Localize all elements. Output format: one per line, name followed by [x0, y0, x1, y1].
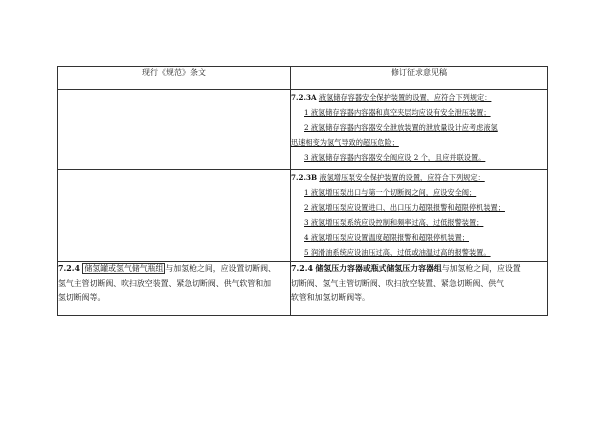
header-current-clause: 现行《规范》条文: [58, 67, 291, 90]
clause-item: 4 液氢增压泵应设置温度超限报警和超限停机装置；: [304, 233, 469, 242]
clause-title-text: 液氢增压泵安全保护装置的设置，应符合下列规定：: [319, 173, 485, 182]
clause-text: 软管和加氢切断阀等。: [291, 293, 370, 302]
clause-item: 5 润滑油系统应设油压过高、过低或油温过高的报警装置。: [304, 248, 491, 257]
current-cell-empty: [58, 90, 291, 170]
revised-phrase: 储氢压力容器或瓶式储氢压力容器组: [315, 264, 442, 273]
clause-title: [291, 170, 547, 185]
clause-text: 与加氢枪之间，应设置: [441, 264, 521, 273]
clause-text: 与加氢枪之间，应设置切断阀、: [165, 264, 276, 273]
clause-item: 1 液氢储存容器内容器和真空夹层均应设有安全泄压装置；: [304, 108, 491, 117]
clause-item: 2 液氢增压泵应设置进口、出口压力超限报警和超限停机装置；: [304, 203, 505, 212]
current-cell-7-2-4: [58, 262, 291, 316]
clause-item: 3 液氢储存容器内容器安全阀应设 2 个，且应并联设置。: [304, 153, 486, 162]
clause-text: 切断阀、氢气主管切断阀、吹扫放空装置、紧急切断阀、供气: [291, 278, 505, 288]
table-row-7-2-4: [58, 262, 548, 316]
comparison-table: [57, 66, 548, 316]
clause-item: 2 液氢储存容器内容器安全泄放装置的泄放量设计应考虑液氢: [304, 123, 498, 132]
clause-number: 7.2.3B: [291, 173, 318, 182]
clause-number: 7.2.3A: [291, 93, 317, 102]
clause-title: [291, 90, 547, 105]
current-cell-empty: [58, 170, 291, 262]
clause-item: 1 液氢增压泵出口与第一个切断阀之间，应设安全阀；: [304, 188, 477, 197]
revision-cell-7-2-3b: [291, 170, 548, 262]
clause-text: 氢切断阀等。: [58, 293, 106, 302]
clause-title-text: 液氢储存容器安全保护装置的设置，应符合下列规定：: [318, 93, 492, 102]
clause-item: 3 液氢增压泵系统应设控制和频率过高、过低报警装置；: [304, 218, 484, 227]
table-header-row: [58, 67, 548, 90]
clause-item-continued: 迅速相变为氢气导致的超压危险；: [291, 138, 399, 147]
clause-number: 7.2.4: [291, 264, 313, 273]
revision-cell-7-2-3a: [291, 90, 548, 170]
deleted-phrase-box: 储氢罐或氢气储气瓶组: [84, 264, 164, 273]
clause-number: 7.2.4: [58, 264, 80, 273]
table-row-7-2-3a: [58, 90, 548, 170]
revision-cell-7-2-4: [291, 262, 548, 316]
header-revision-draft: 修订征求意见稿: [291, 67, 548, 90]
table-row-7-2-3b: [58, 170, 548, 262]
clause-text: 氢气主管切断阀、吹扫放空装置、紧急切断阀、供气软管和加: [58, 278, 272, 288]
